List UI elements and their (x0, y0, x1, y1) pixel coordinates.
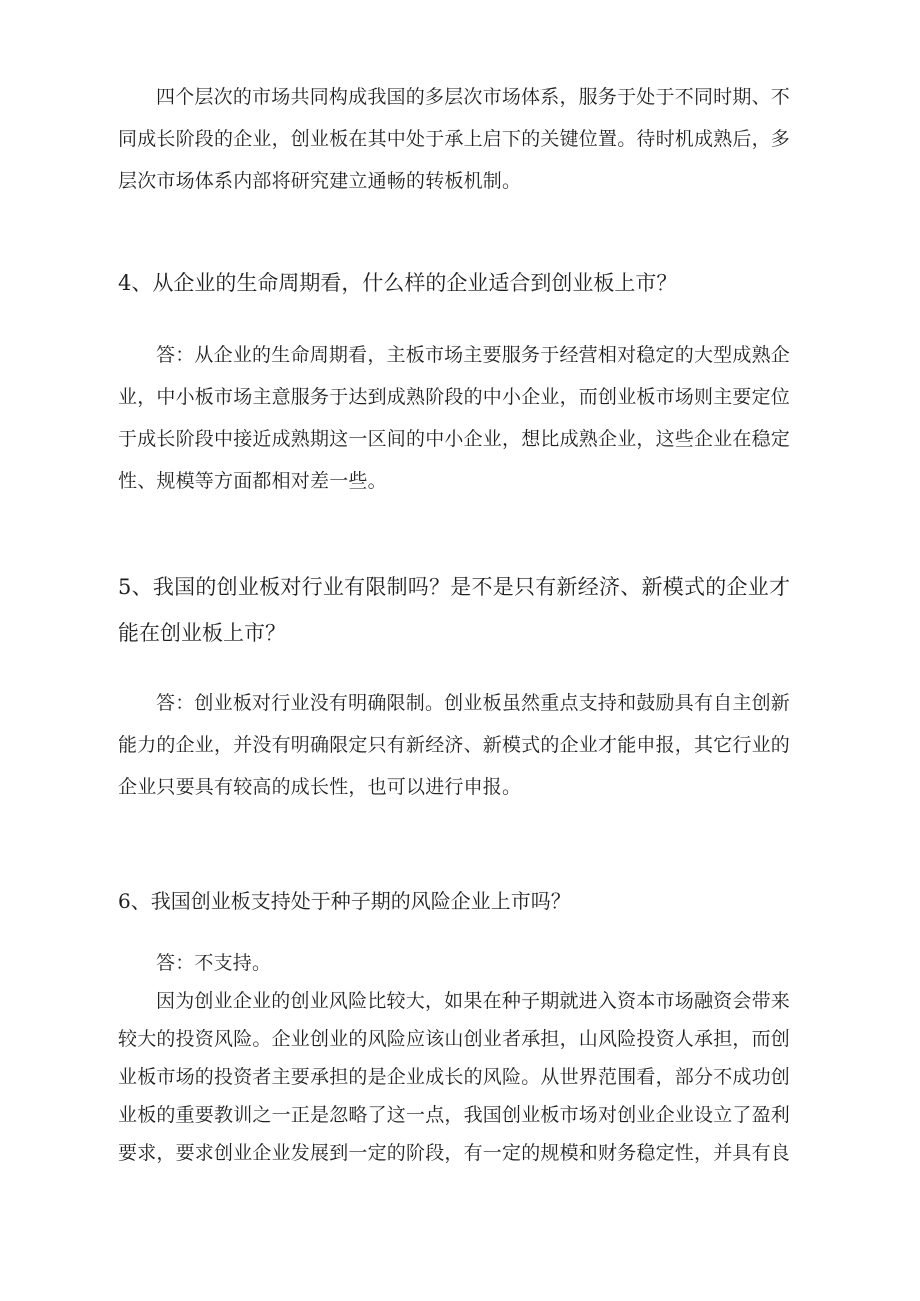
answer-6-long-paragraph: 因为创业企业的创业风险比较大，如果在种子期就进入资本市场融资会带来较大的投资风险。企业创业的风险应该山创业者承担，山风险投资人承担，而创业板市场的投资者主要承担的是企业成长的风险。从世界范围看，部分不成功创业板的重要教训之一正是忽略了这一点，我国创业板市场对创业企业设立了盈利要求，要求创业企业发展到一定的阶段，有一定的规模和财务稳定性，并具有良 (118, 990, 791, 1164)
question-5-number: 5、 (118, 575, 153, 599)
spacer-before-question-6 (118, 808, 790, 880)
question-5-text: 我国的创业板对行业有限制吗？是不是只有新经济、新模式的企业才能在创业板上市？ (118, 575, 790, 645)
document-text-column (118, 0, 790, 1172)
question-4-number: 4、 (118, 271, 153, 295)
spacer-before-answer-4 (118, 306, 790, 334)
question-4-text: 从企业的生命周期看，什么样的企业适合到创业板上市？ (152, 271, 678, 295)
question-6-text: 我国创业板支持处于种子期的风险企业上市吗？ (150, 889, 571, 913)
question-6-heading (118, 880, 790, 922)
answer-6-short-paragraph: 答：不支持。 (156, 952, 272, 974)
answer-5-paragraph: 答：创业板对行业没有明确限制。创业板虽然重点支持和鼓励具有自主创新能力的企业，并没有明确限定只有新经济、新模式的企业才能申报，其它行业的企业只要具有较高的成长性，也可以进行申报。 (118, 692, 791, 798)
question-4-heading (118, 260, 790, 306)
spacer-before-answer-5 (118, 656, 790, 682)
answer-4-paragraph: 答：从企业的生命周期看，主板市场主要服务于经营相对稳定的大型成熟企业，中小板市场主意服务于达到成熟阶段的中小企业，而创业板市场则主要定位于成长阶段中接近成熟期这一区间的中小企业，想比成熟企业，这些企业在稳定性、规模等方面都相对差一些。 (118, 344, 791, 492)
spacer-before-question-5 (118, 502, 790, 564)
question-5-heading (118, 564, 790, 656)
spacer-before-answer-6 (118, 922, 790, 944)
top-margin-spacer (118, 0, 790, 76)
spacer-before-question-4 (118, 202, 790, 260)
intro-paragraph: 四个层次的市场共同构成我国的多层次市场体系，服务于处于不同时期、不同成长阶段的企业，创业板在其中处于承上启下的关键位置。待时机成熟后，多层次市场体系内部将研究建立通畅的转板机制。 (118, 86, 791, 192)
question-6-number: 6、 (118, 889, 151, 913)
